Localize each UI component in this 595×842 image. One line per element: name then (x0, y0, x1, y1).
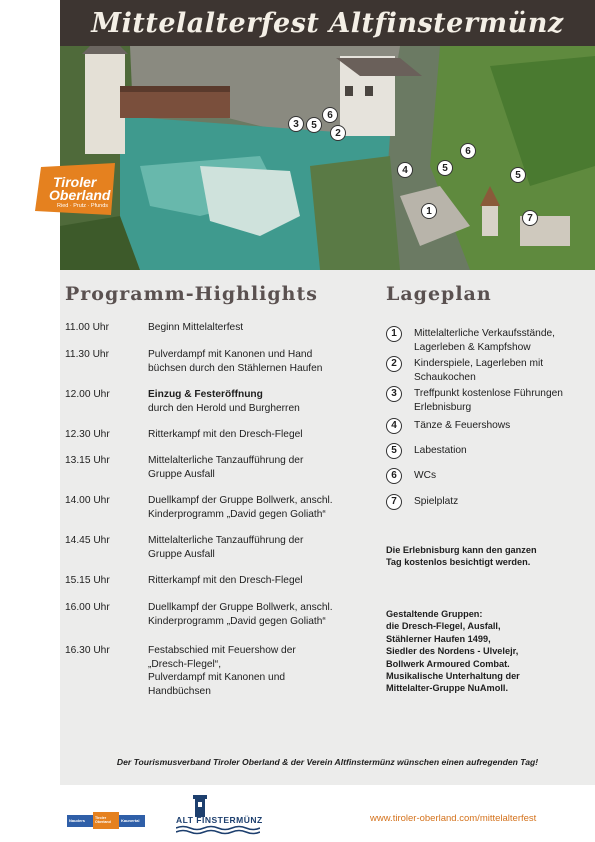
map-marker: 3 (288, 116, 304, 132)
note-line: Musikalische Unterhaltung der (386, 671, 520, 682)
location-text (414, 419, 589, 433)
map-marker: 5 (306, 117, 322, 133)
note-line: Die Erlebnisburg kann den ganzen (386, 545, 537, 555)
logo-line2: Oberland (49, 187, 111, 203)
program-event-line: Kinderprogramm „David gegen Goliath“ (148, 615, 326, 627)
region-logo (67, 812, 145, 829)
location-text (414, 495, 589, 509)
program-event (148, 348, 363, 375)
note-line: Siedler des Nordens - Ulvelejr, (386, 646, 519, 657)
castle-photo-illustration (60, 46, 595, 270)
program-title: Programm-Highlights (65, 283, 318, 305)
note-line: Bollwerk Armoured Combat. (386, 658, 510, 669)
location-line: Lagerleben & Kampfshow (414, 341, 531, 353)
location-number: 6 (386, 468, 402, 484)
location-line: Treffpunkt kostenlose Führungen (414, 388, 563, 399)
tiroler-oberland-logo (35, 163, 117, 215)
program-event-line: Ritterkampf mit den Dresch-Flegel (148, 429, 303, 440)
program-event-line: durch den Herold und Burgherren (148, 402, 300, 414)
castle-photo (60, 46, 595, 270)
location-line: Tänze & Feuershows (414, 420, 511, 431)
location-title: Lageplan (386, 283, 492, 305)
map-marker: 7 (522, 210, 538, 226)
program-event-line: Duellkampf der Gruppe Bollwerk, anschl. (148, 602, 333, 613)
region-logo-word: Nauders (69, 818, 86, 823)
note-line: Gestaltende Gruppen: (386, 609, 483, 619)
note-line: Stählerner Haufen 1499, (386, 633, 491, 644)
wordmark-left: ALT (176, 815, 194, 825)
program-event (148, 574, 363, 588)
groups-note (386, 608, 586, 695)
location-number: 4 (386, 418, 402, 434)
location-text (414, 357, 589, 384)
program-time: 16.30 Uhr (65, 645, 110, 656)
map-marker: 5 (437, 160, 453, 176)
program-event-line: Festabschied mit Feuershow der (148, 645, 296, 656)
program-event-title: Einzug & Festeröffnung (148, 389, 263, 400)
program-event-line: Handbüchsen (148, 685, 211, 697)
location-text (414, 469, 589, 483)
program-event (148, 428, 363, 442)
location-number: 3 (386, 386, 402, 402)
water-waves-icon (176, 825, 260, 835)
note-line: Mittelalter-Gruppe NuAmoll. (386, 683, 508, 694)
map-marker: 6 (322, 107, 338, 123)
program-event (148, 644, 363, 698)
map-marker: 6 (460, 143, 476, 159)
location-line: Mittelalterliche Verkaufsstände, (414, 328, 555, 339)
program-time: 14.00 Uhr (65, 495, 110, 506)
location-line: WCs (414, 470, 437, 481)
location-number: 1 (386, 326, 402, 342)
location-number: 5 (386, 443, 402, 459)
note-line: Tag kostenlos besichtigt werden. (386, 557, 531, 568)
map-marker: 2 (330, 125, 346, 141)
location-text (414, 327, 589, 354)
location-text (414, 387, 589, 414)
altfinstermuenz-logo (176, 795, 263, 833)
logo-line3: Ried · Prutz · Pfunds (57, 203, 109, 209)
title-bar (60, 0, 595, 46)
region-logo-word: Kaunertal (121, 818, 140, 823)
program-time: 12.30 Uhr (65, 429, 110, 440)
program-time: 14.45 Uhr (65, 535, 110, 546)
website-link[interactable]: www.tiroler-oberland.com/mittelalterfest (370, 813, 537, 824)
erlebnisburg-note (386, 544, 586, 569)
program-event-line: Ritterkampf mit den Dresch-Flegel (148, 575, 303, 586)
program-event (148, 388, 363, 415)
program-time: 11.30 Uhr (65, 349, 109, 360)
program-event-line: Mittelalterliche Tanzaufführung der (148, 455, 304, 466)
map-marker: 4 (397, 162, 413, 178)
program-event-line: Gruppe Ausfall (148, 548, 215, 560)
program-event-line: Pulverdampf mit Kanonen und Hand (148, 349, 313, 360)
program-event-line: Duellkampf der Gruppe Bollwerk, anschl. (148, 495, 333, 506)
map-marker: 1 (421, 203, 437, 219)
program-event-line: Kinderprogramm „David gegen Goliath“ (148, 508, 326, 520)
program-time: 15.15 Uhr (65, 575, 110, 586)
footer-message: Der Tourismusverband Tiroler Oberland & der Verein Altfinstermünz wünschen einen aufregenden Tag! (116, 757, 539, 767)
program-event (148, 321, 363, 335)
location-line: Kinderspiele, Lagerleben mit (414, 358, 544, 369)
program-event (148, 601, 363, 628)
page-title: Mittelalterfest Altfinstermünz (91, 7, 564, 39)
logo-line1: Tiroler (53, 174, 97, 190)
program-event-line: büchsen durch den Stählernen Haufen (148, 362, 323, 374)
location-line: Labestation (414, 445, 467, 456)
program-time: 13.15 Uhr (65, 455, 110, 466)
location-text (414, 444, 589, 458)
program-time: 12.00 Uhr (65, 389, 110, 400)
location-number: 7 (386, 494, 402, 510)
program-event-line: Gruppe Ausfall (148, 468, 215, 480)
wordmark-right: FINSTERMÜNZ (196, 815, 263, 825)
program-event (148, 494, 363, 521)
location-line: Schaukochen (414, 371, 476, 383)
program-event-line: Beginn Mittelalterfest (148, 322, 244, 333)
location-number: 2 (386, 356, 402, 372)
program-event-line: „Dresch-Flegel“, (148, 658, 222, 670)
map-marker: 5 (510, 167, 526, 183)
altfinstermuenz-wordmark (176, 815, 263, 825)
program-event-line: Mittelalterliche Tanzaufführung der (148, 535, 304, 546)
location-line: Erlebnisburg (414, 401, 472, 413)
program-event-line: Pulverdampf mit Kanonen und (148, 672, 286, 683)
program-time: 16.00 Uhr (65, 602, 110, 613)
program-time: 11.00 Uhr (65, 322, 109, 333)
program-event (148, 454, 363, 481)
tower-icon (190, 795, 210, 817)
note-line: die Dresch-Flegel, Ausfall, (386, 621, 501, 632)
program-event (148, 534, 363, 561)
region-logo-word: Tiroler Oberland (95, 816, 111, 824)
location-line: Spielplatz (414, 496, 459, 507)
